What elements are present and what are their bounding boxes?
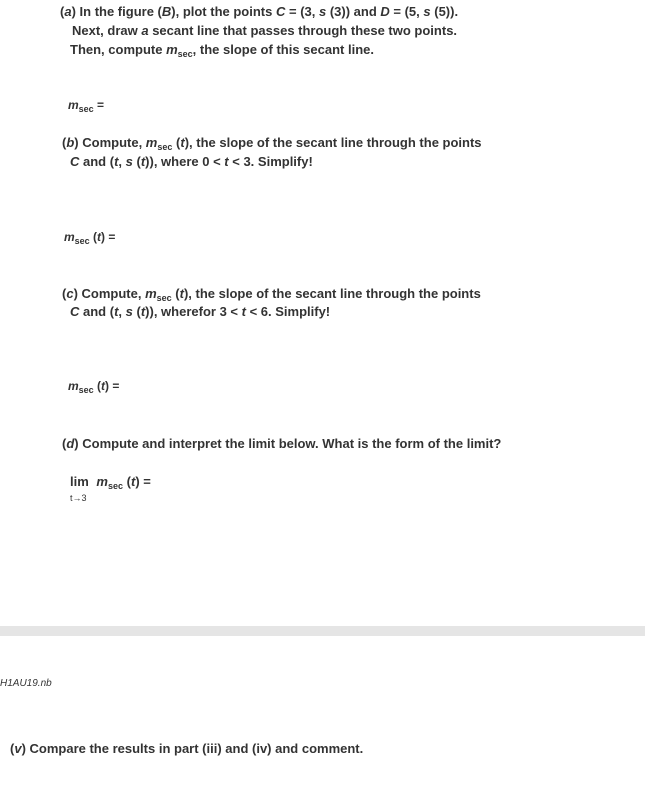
answer-a: $m_{sec}$ = [68,98,105,114]
page-divider [0,626,645,636]
filename: H1AU19.nb [0,678,52,689]
part-c-line2: C and (t, s (t)), wherefor 3 < t < 6. Simplify! [70,304,331,319]
part-v-line1: (v) Compare the results in part (iii) and (iv) and comment. [10,741,364,756]
part-d-line1: (d) Compute and interpret the limit below. What is the form of the limit? [62,436,502,451]
part-b-line2: C and (t, s (t)), where 0 < t < 3. Simplify! [70,154,313,169]
limit-expression: lim t→3 $m_{sec}$ (t) = [70,474,151,503]
part-b-line1: (b) Compute, $m_{sec}$ (t), the slope of the secant line through the points [62,135,482,152]
part-a-line3: Then, compute $m_{sec}$, the slope of this secant line. [70,42,374,59]
part-a-label: a [64,4,72,19]
part-a-line2: Next, draw a secant line that passes through these two points. [72,23,458,38]
lim-word: lim [70,474,89,489]
answer-b: $m_{sec}$ (t) = [64,230,116,246]
answer-c: $m_{sec}$ (t) = [68,379,120,395]
part-a-line1: (a) In the figure (B), plot the points C = (3, s (3)) and D = (5, s (5)). [60,4,459,19]
lim-subscript: t→3 [70,493,87,503]
part-c-line1: (c) Compute, $m_{sec}$ (t), the slope of the secant line through the points [62,286,481,303]
